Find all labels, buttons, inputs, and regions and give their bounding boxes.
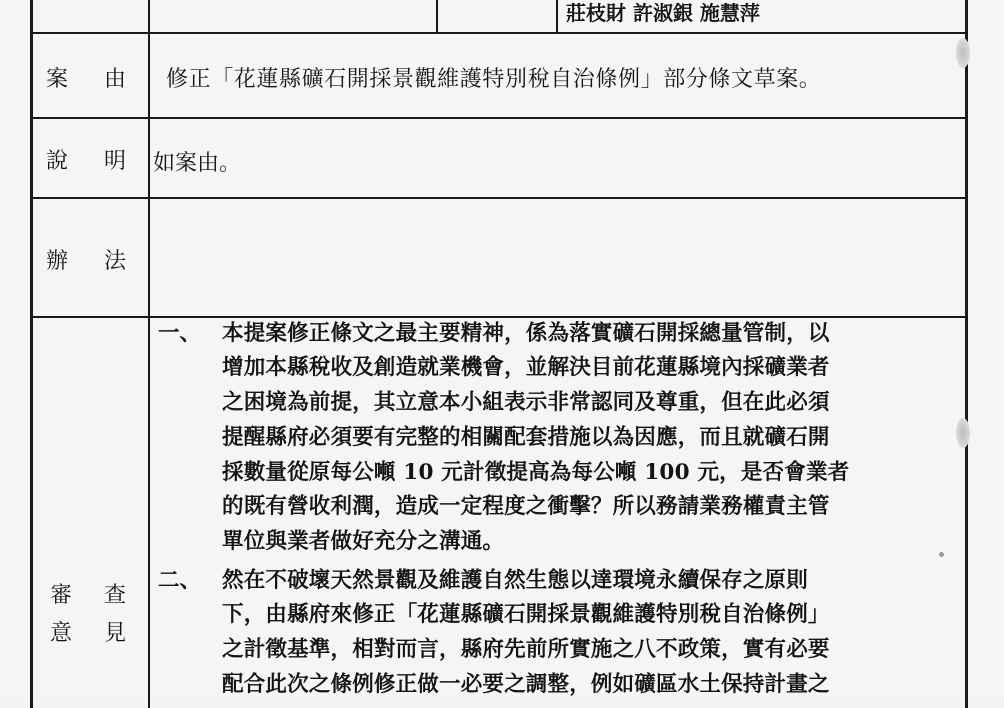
case-text: 修正「花蓮縣礦石開採景觀維護特別稅自治條例」部分條文草案。 (166, 67, 822, 92)
binder-hole-middle (956, 418, 970, 448)
scan-speck (939, 552, 944, 557)
review-label-char-4: 見 (104, 621, 127, 646)
header-divider-1 (436, 0, 438, 32)
member-names: 莊枝財 許淑銀 施慧萍 (566, 1, 760, 25)
review-item-2-line: 配合此次之條例修正做一必要之調整，例如礦區水土保持計畫之 (222, 672, 830, 697)
review-item-1-line: 之困境為前提，其立意本小組表示非常認同及尊重，但在此必須 (222, 390, 830, 415)
case-label-char-1: 案 (46, 67, 69, 92)
explain-label-char-2: 明 (104, 149, 127, 174)
row-divider-case (30, 117, 968, 119)
review-item-1-line: 採數量從原每公噸 10 元計徵提高為每公噸 100 元，是否會業者 (222, 460, 850, 485)
review-item-2-line: 下，由縣府來修正「花蓮縣礦石開採景觀維護特別稅自治條例」 (222, 602, 830, 627)
review-item-1-line: 單位與業者做好充分之溝通。 (222, 529, 505, 554)
review-item-1-number: 一、 (158, 321, 202, 346)
review-label-char-2: 查 (104, 583, 127, 608)
row-divider-explain (30, 197, 968, 199)
explain-text: 如案由。 (153, 151, 242, 176)
review-label-char-3: 意 (50, 621, 73, 646)
review-item-2-number: 二、 (158, 568, 202, 593)
case-label-char-2: 由 (104, 67, 127, 92)
review-item-1-line: 提醒縣府必須要有完整的相關配套措施以為因應，而且就礦石開 (222, 425, 830, 450)
method-label-char-1: 辦 (46, 249, 69, 274)
review-item-1-line: 增加本縣稅收及創造就業機會，並解決目前花蓮縣境內採礦業者 (222, 355, 830, 380)
row-divider-top (30, 32, 968, 34)
review-label-char-1: 審 (50, 583, 73, 608)
review-item-1-line: 本提案修正條文之最主要精神，係為落實礦石開採總量管制，以 (222, 321, 830, 346)
binder-hole-top (956, 38, 970, 68)
review-item-1-line: 的既有營收利潤，造成一定程度之衝擊？所以務請業務權責主管 (222, 494, 830, 519)
review-item-2-line: 之計徵基準，相對而言，縣府先前所實施之八不政策，實有必要 (222, 637, 830, 662)
label-column-divider (148, 0, 150, 708)
header-divider-2 (556, 0, 558, 32)
review-item-2-line: 然在不破壞天然景觀及維護自然生態以達環境永續保存之原則 (222, 568, 808, 593)
method-label-char-2: 法 (104, 249, 127, 274)
explain-label-char-1: 說 (46, 149, 69, 174)
